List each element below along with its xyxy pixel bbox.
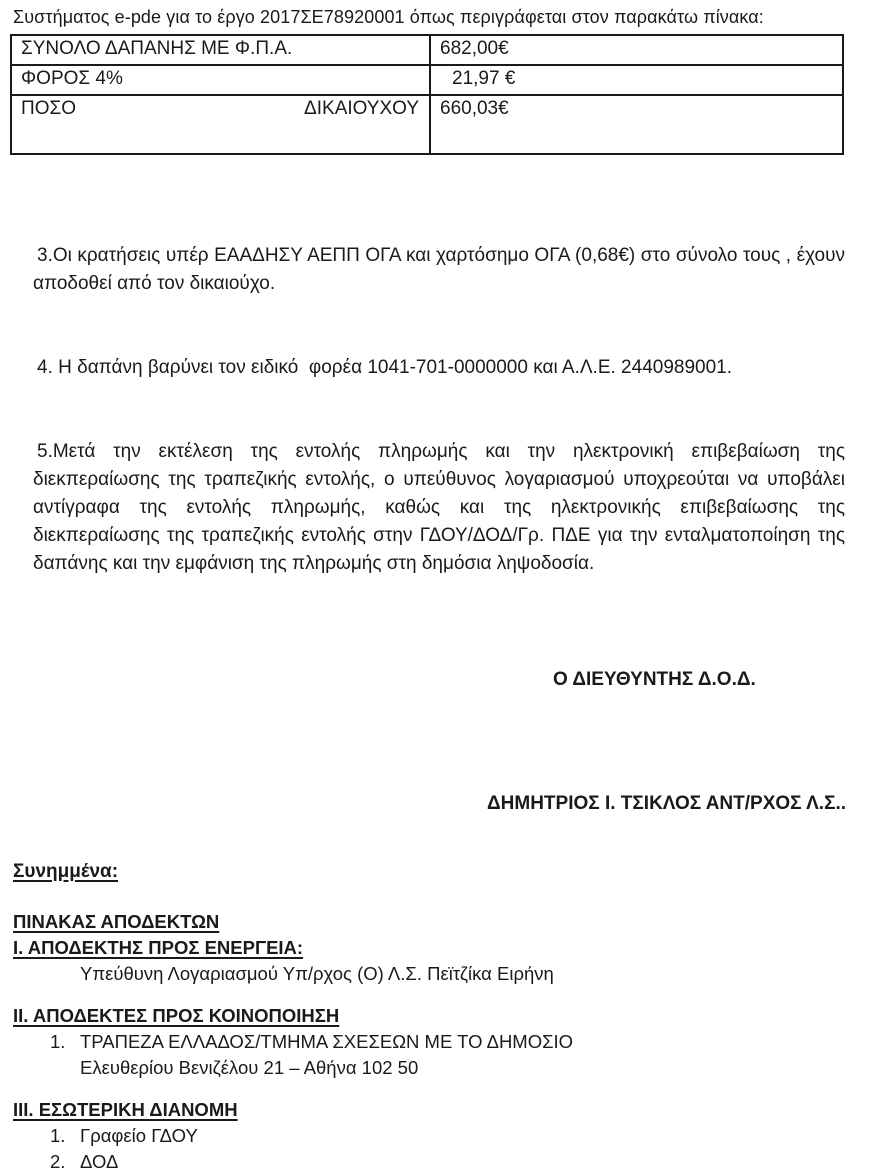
list-number: 2. <box>50 1151 66 1172</box>
table-row-total <box>11 35 843 65</box>
table-cell-value: 660,03€ <box>430 95 843 154</box>
list-item-body <box>80 1029 573 1081</box>
table-row-tax <box>11 65 843 95</box>
section2-heading: ΙΙ. ΑΠΟΔΕΚΤΕΣ ΠΡΟΣ ΚΟΙΝΟΠΟΙΗΣΗ <box>13 1005 340 1026</box>
list-item-body <box>80 1149 118 1175</box>
section3-item-text: Γραφείο ΓΔΟΥ <box>80 1125 198 1146</box>
section2-item-line2: Ελευθερίου Βενιζέλου 21 – Αθήνα 102 50 <box>80 1057 419 1078</box>
signature-title: Ο ΔΙΕΥΘΥΝΤΗΣ Δ.Ο.Δ. <box>553 669 756 690</box>
table-cell-label: ΦΟΡΟΣ 4% <box>11 65 430 95</box>
paragraph-3: 3.Οι κρατήσεις υπέρ ΕΑΑΔΗΣΥ ΑΕΠΠ ΟΓΑ και χαρτόσημο ΟΓΑ (0,68€) στο σύνολο τους , έχουν αποδοθεί από τον δικαιούχο. <box>33 245 851 294</box>
table-cell-label: ΣΥΝΟΛΟ ΔΑΠΑΝΗΣ ΜΕ Φ.Π.Α. <box>11 35 430 65</box>
table-cell-value: 682,00€ <box>430 35 843 65</box>
beneficiary-label-right: ΔΙΚΑΙΟΥΧΟΥ <box>304 98 419 119</box>
section3-heading: ΙΙΙ. ΕΣΩΤΕΡΙΚΗ ΔΙΑΝΟΜΗ <box>13 1099 238 1120</box>
body-paragraphs <box>33 186 851 634</box>
table-cell-value: 21,97 € <box>430 65 843 95</box>
attachments-label: Συνημμένα: <box>13 861 119 882</box>
section3-item-text: ΔΟΔ <box>80 1151 119 1172</box>
section2-item-line1: ΤΡΑΠΕΖΑ ΕΛΛΑΔΟΣ/ΤΜΗΜΑ ΣΧΕΣΕΩΝ ΜΕ ΤΟ ΔΗΜΟΣΙΟ <box>80 1031 574 1052</box>
section1-heading: Ι. ΑΠΟΔΕΚΤΗΣ ΠΡΟΣ ΕΝΕΡΓΕΙΑ: <box>13 937 304 958</box>
document-page <box>0 6 880 1172</box>
paragraph-4: 4. Η δαπάνη βαρύνει τον ειδικό φορέα 1041-701-0000000 και Α.Λ.Ε. 2440989001. <box>37 357 733 378</box>
signature-name: ΔΗΜΗΤΡΙΟΣ Ι. ΤΣΙΚΛΟΣ ΑΝΤ/ΡΧΟΣ Λ.Σ.. <box>487 793 847 814</box>
table-row-beneficiary <box>11 95 843 154</box>
costs-table <box>10 34 844 155</box>
section3-item <box>50 1149 880 1175</box>
table-cell-label <box>11 95 430 154</box>
intro-line: Συστήματος e-pde για το έργο 2017ΣΕ78920001 όπως περιγράφεται στον παρακάτω πίνακα: <box>13 7 764 27</box>
beneficiary-label-left: ΠΟΣΟ <box>21 98 77 119</box>
recipients-title: ΠΙΝΑΚΑΣ ΑΠΟΔΕΚΤΩΝ <box>13 911 220 932</box>
section1-item: Υπεύθυνη Λογαριασμού Υπ/ρχος (Ο) Λ.Σ. Πεϊτζίκα Ειρήνη <box>80 963 554 984</box>
list-number: 1. <box>50 1125 66 1146</box>
list-item-body <box>80 1123 198 1149</box>
list-number: 1. <box>50 1031 66 1052</box>
section2-item <box>50 1029 880 1081</box>
paragraph-5: 5.Μετά την εκτέλεση της εντολής πληρωμής και την ηλεκτρονική επιβεβαίωση της διεκπεραίωσης της τραπεζικής εντολής, ο υπεύθυνος λογαριασμού υποχρεούται να υποβάλει αντίγραφα της εντολής πληρωμής, καθώς και της ηλεκτρονικής επιβεβαίωσης της διεκπεραίωσης της τραπεζικής εντολής στην ΓΔΟΥ/ΔΟΔ/Γρ. ΠΔΕ για την ενταλματοποίηση της δαπάνης και την εμφάνιση της πληρωμής στη δημόσια ληψοδοσία. <box>33 441 851 574</box>
section3-item <box>50 1123 880 1149</box>
